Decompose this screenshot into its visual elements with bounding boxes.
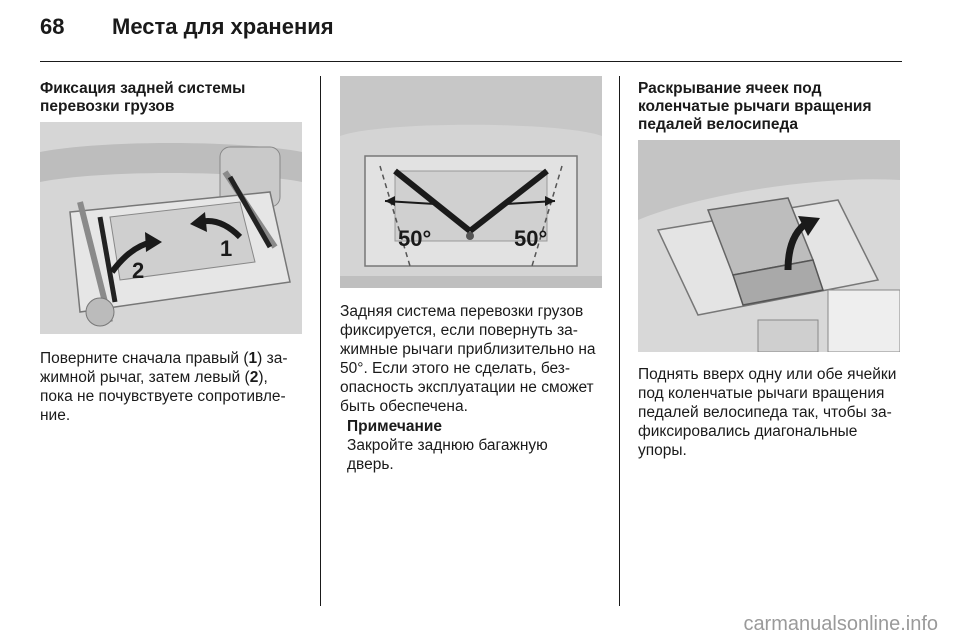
page-number: 68 xyxy=(40,14,65,39)
text-line: ние. xyxy=(40,407,71,424)
column-1 xyxy=(40,80,305,116)
ref-number-1: 1 xyxy=(248,350,258,367)
text-line: Поднять вверх одну или обе ячейки xyxy=(638,366,897,383)
figure-illustration xyxy=(340,76,602,288)
column-1-text xyxy=(40,349,315,425)
text-line: под коленчатые рычаги вращения xyxy=(638,385,885,402)
text-line: Закройте заднюю багажную xyxy=(347,437,548,454)
note-title: Примечание xyxy=(347,418,442,435)
heading-line: коленчатые рычаги вращения xyxy=(638,98,872,115)
section-heading-3 xyxy=(638,80,903,134)
angle-label-left: 50° xyxy=(398,226,432,251)
figure-label-1: 1 xyxy=(220,236,233,261)
text-line: дверь. xyxy=(347,456,394,473)
column-divider-1 xyxy=(320,76,321,606)
page-title: Места для хранения xyxy=(112,14,334,39)
heading-line: Раскрывание ячеек под xyxy=(638,80,822,97)
text-line: жимные рычаги приблизительно на xyxy=(340,341,596,358)
text-line: 50°. Если этого не сделать, без- xyxy=(340,360,571,377)
paragraph xyxy=(638,365,908,460)
column-3-text xyxy=(638,365,908,460)
column-divider-2 xyxy=(619,76,620,606)
figure-pedal-compartments xyxy=(638,140,900,352)
page-header xyxy=(40,14,920,54)
text-line: упоры. xyxy=(638,442,687,459)
watermark: carmanualsonline.info xyxy=(743,613,938,635)
text-line: фиксировались диагональные xyxy=(638,423,858,440)
text-line: Задняя система перевозки грузов xyxy=(340,303,584,320)
note-block xyxy=(347,417,607,474)
text-line: Поверните сначала правый (1) за- xyxy=(40,350,288,367)
text-line: пока не почувствуете сопротивле- xyxy=(40,388,286,405)
text-line: педалей велосипеда так, чтобы за- xyxy=(638,404,892,421)
paragraph xyxy=(40,349,315,425)
text-line: фиксируется, если повернуть за- xyxy=(340,322,578,339)
figure-illustration xyxy=(40,122,302,334)
ref-number-2: 2 xyxy=(249,369,259,386)
heading-line: перевозки грузов xyxy=(40,98,175,115)
angle-label-right: 50° xyxy=(514,226,548,251)
paragraph xyxy=(340,302,610,416)
figure-illustration xyxy=(638,140,900,352)
figure-rear-carrier-levers xyxy=(40,122,302,334)
text-line: жимной рычаг, затем левый (2), xyxy=(40,369,268,386)
column-3 xyxy=(638,80,903,134)
figure-label-2: 2 xyxy=(132,258,145,283)
text-line: быть обеспечена. xyxy=(340,398,468,415)
column-2-text xyxy=(340,302,610,416)
note-text xyxy=(347,436,607,474)
section-heading-1 xyxy=(40,80,305,116)
text-line: опасность эксплуатации не сможет xyxy=(340,379,594,396)
heading-line: педалей велосипеда xyxy=(638,116,798,133)
header-rule xyxy=(40,61,902,62)
heading-line: Фиксация задней системы xyxy=(40,80,246,97)
figure-lever-angle xyxy=(340,76,602,288)
